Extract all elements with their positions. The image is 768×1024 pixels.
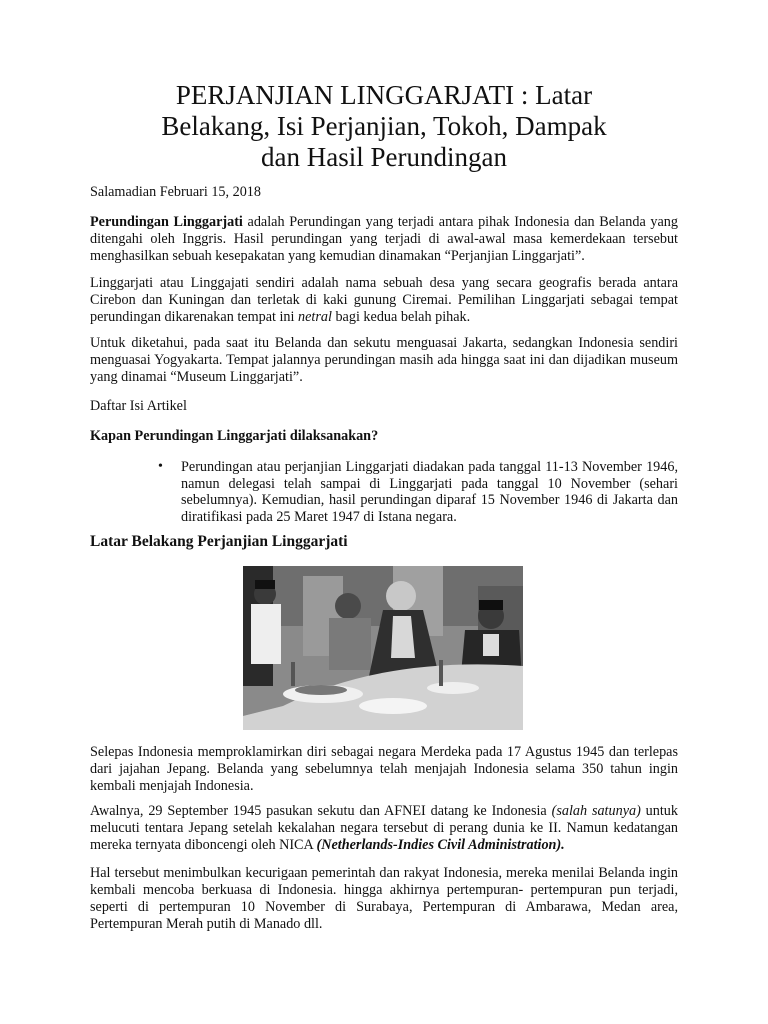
intro-text: adalah Perundingan yang terjadi antara pihak Indonesia dan Belanda yang ditengahi oleh Inggris. Hasil perundingan yang terjadi di awal-awal masa kemerdekaan tersebut menghasilkan sebuah kesepakatan yang kemudian dinamakan “Perjanjian Linggarjati”.: [90, 214, 678, 264]
title-line-2: Belakang, Isi Perjanjian, Tokoh, Dampak: [161, 111, 607, 141]
background-2-italic: (salah satunya): [551, 803, 641, 819]
paragraph-background-1: Selepas Indonesia memproklamirkan diri sebagai negara Merdeka pada 17 Agustus 1945 dan terlepas dari jajahan Jepang. Belanda yang sebelumnya telah menjajah Indonesia selama 350 tahun ingin kembali menjajah Indonesia.: [90, 744, 678, 794]
section-heading: Latar Belakang Perjanjian Linggarjati: [90, 533, 348, 550]
paragraph-context: Untuk diketahui, pada saat itu Belanda dan sekutu menguasai Jakarta, sedangkan Indonesia sendiri menguasai Yogyakarta. Tempat jalannya perundingan masih ada hingga saat ini dan dijadikan museum yang dinamai “Museum Linggarjati”.: [90, 335, 678, 385]
location-italic: netral: [298, 309, 332, 325]
historical-photo: [243, 566, 523, 730]
background-2-text-a: Awalnya, 29 September 1945 pasukan sekutu dan AFNEI datang ke Indonesia: [90, 803, 552, 819]
nica-expansion: (Netherlands-Indies Civil Administration).: [316, 837, 565, 853]
paragraph-background-2: [90, 803, 678, 854]
bullet-marker: •: [158, 459, 163, 474]
title-line-1: PERJANJIAN LINGGARJATI : Latar: [175, 80, 593, 110]
bullet-dates: Perundingan atau perjanjian Linggarjati diadakan pada tanggal 11-13 November 1946, namun delegasi telah sampai di Linggarjati pada tanggal 10 November (sehari sebelumnya). Kemudian, hasil perundingan diparaf 15 November 1946 di Jakarta dan diratifikasi pada 25 Maret 1947 di Istana negara.: [181, 459, 678, 525]
toc-label[interactable]: Daftar Isi Artikel: [90, 398, 187, 414]
question-heading: Kapan Perundingan Linggarjati dilaksanakan?: [90, 428, 379, 444]
paragraph-location: [90, 275, 678, 326]
article-byline: Salamadian Februari 15, 2018: [90, 184, 261, 200]
location-text-b: bagi kedua belah pihak.: [331, 309, 471, 325]
paragraph-intro: [90, 214, 678, 265]
paragraph-background-3: Hal tersebut menimbulkan kecurigaan pemerintah dan rakyat Indonesia, mereka menilai Belanda ingin kembali mencoba berkuasa di Indonesia. hingga akhirnya pertempuran- pertempuran pun terjadi, seperti di pertempuran 10 November di Surabaya, Pertempuran di Ambarawa, Medan area, Pertempuran Merah putih di Manado dll.: [90, 865, 678, 932]
location-text-a: Linggarjati atau Linggajati sendiri adalah nama sebuah desa yang secara geografis berada antara Cirebon dan Kuningan dan terletak di kaki gunung Ciremai. Pemilihan Linggarjati sebagai tempat perundingan dikarenakan tempat ini: [90, 275, 678, 325]
intro-bold-term: Perundingan Linggarjati: [90, 214, 243, 230]
background-2-text-b: untuk melucuti tentara Jepang setelah kekalahan negara tersebut di perang dunia ke II. Namun kedatangan mereka ternyata diboncengi oleh NICA: [90, 803, 678, 853]
article-title: [100, 80, 668, 173]
title-line-3: dan Hasil Perundingan: [261, 142, 507, 172]
